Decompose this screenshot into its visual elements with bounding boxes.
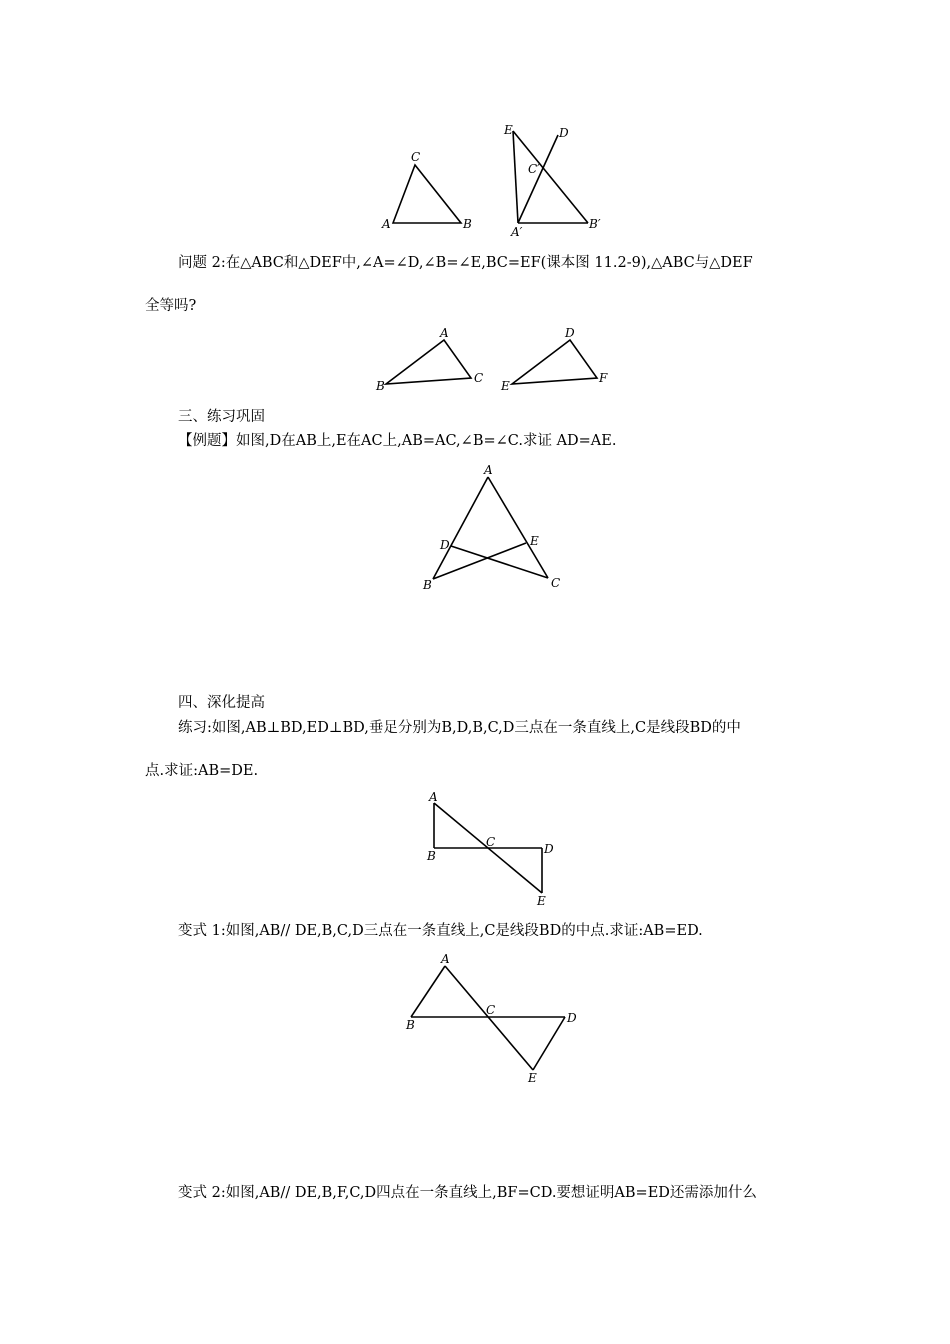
label-b: B — [423, 578, 432, 592]
label-a-prime: A′ — [511, 225, 523, 239]
figure-perpendicular-triangles — [420, 788, 570, 913]
label-d: D — [567, 1011, 577, 1025]
variant-1-problem: 变式 1:如图,AB// DE,B,C,D三点在一条直线上,C是线段BD的中点.求证:AB=ED. — [178, 923, 703, 939]
label-c: C — [474, 371, 484, 385]
segment-d-e — [533, 1017, 565, 1070]
label-e: E — [501, 379, 510, 393]
label-c: C — [411, 150, 421, 164]
label-a: A — [441, 952, 450, 966]
label-a: A — [429, 790, 438, 804]
line-a-prime-e — [513, 131, 518, 223]
triangle-abc — [393, 165, 461, 223]
label-d: D — [544, 842, 554, 856]
figure-congruent-triangles-construction — [370, 118, 620, 242]
variant-2-problem: 变式 2:如图,AB// DE,B,F,C,D四点在一条直线上,BF=CD.要想证明AB=ED还需添加什么 — [178, 1185, 757, 1201]
triangle-abc — [386, 340, 471, 384]
problem-2-line-1: 问题 2:在△ABC和△DEF中,∠A=∠D,∠B=∠E,BC=EF(课本图 11.2-9),△ABC与△DEF — [178, 255, 753, 271]
label-a: A — [440, 326, 449, 340]
label-e: E — [530, 534, 539, 548]
side-a-c — [488, 477, 548, 578]
label-b: B — [427, 849, 436, 863]
exercise-line-2: 点.求证:AB=DE. — [145, 763, 259, 779]
side-a-b — [433, 477, 488, 579]
label-a: A — [484, 463, 493, 477]
segment-d-c — [451, 546, 548, 578]
label-e: E — [537, 894, 546, 908]
problem-2-line-2: 全等吗? — [145, 298, 197, 314]
label-c-prime: C′ — [528, 162, 540, 176]
label-d: D — [565, 326, 575, 340]
section-3-heading: 三、练习巩固 — [178, 409, 265, 425]
label-e: E — [504, 123, 513, 137]
label-b: B — [406, 1018, 415, 1032]
label-a: A — [382, 217, 391, 231]
label-c: C — [551, 576, 561, 590]
label-c: C — [486, 835, 496, 849]
section-4-heading: 四、深化提高 — [178, 695, 265, 711]
figure-isosceles-triangle — [410, 460, 570, 595]
exercise-line-1: 练习:如图,AB⊥BD,ED⊥BD,垂足分别为B,D,B,C,D三点在一条直线上,C是线段BD的中 — [178, 720, 741, 736]
segment-b-a — [411, 966, 445, 1017]
figure-triangles-abc-def — [370, 322, 620, 397]
label-f: F — [599, 371, 608, 385]
label-b: B — [463, 217, 472, 231]
segment-a-e — [445, 966, 533, 1070]
label-b: B — [376, 379, 385, 393]
figure-parallel-triangles — [400, 950, 590, 1090]
example-problem: 【例题】如图,D在AB上,E在AC上,AB=AC,∠B=∠C.求证 AD=AE. — [178, 433, 617, 449]
label-d: D — [440, 538, 450, 552]
triangle-def — [512, 340, 597, 384]
label-d: D — [559, 126, 569, 140]
label-c: C — [486, 1003, 496, 1017]
label-e: E — [528, 1071, 537, 1085]
label-b-prime: B′ — [589, 217, 601, 231]
